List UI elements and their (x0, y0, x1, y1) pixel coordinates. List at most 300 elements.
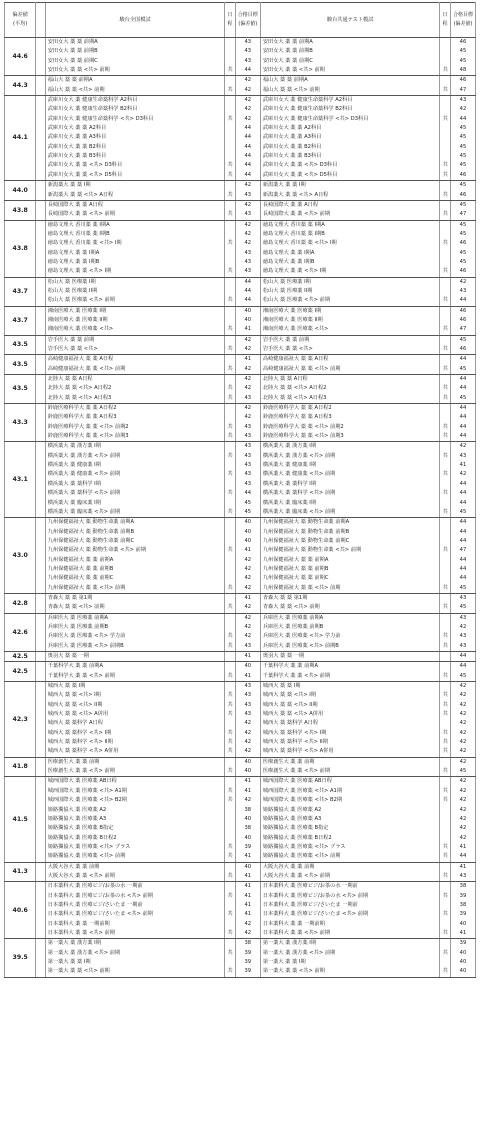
zenkoku-nittei: 共 (225, 296, 235, 306)
zenkoku-nittei: 共 (225, 584, 235, 594)
zenkoku-goal: 41 (235, 672, 260, 682)
zenkoku-course: 長崎国際大 薬 薬 A日程 (45, 200, 225, 210)
kyotsu-goal: 44 (450, 518, 475, 528)
zenkoku-course: 武庫川女大 薬 薬 <共> D3科目 (45, 161, 225, 170)
table-row (5, 423, 476, 432)
gap-cell (36, 757, 45, 777)
table-row (5, 375, 476, 385)
zenkoku-goal: 39 (235, 843, 260, 852)
score-cell: 39.5 (5, 939, 36, 977)
kyotsu-nittei: 共 (440, 967, 450, 977)
zenkoku-goal: 41 (235, 652, 260, 662)
gap-cell (36, 200, 45, 220)
gap-cell (36, 862, 45, 882)
zenkoku-goal: 39 (235, 949, 260, 958)
kyotsu-course: 武庫川女大 薬 薬 A3科目 (260, 133, 440, 142)
zenkoku-goal: 43 (235, 480, 260, 489)
zenkoku-nittei: 共 (225, 267, 235, 277)
zenkoku-goal: 43 (235, 267, 260, 277)
zenkoku-course: 横浜薬大 薬 漢方薬 <共> 前期 (45, 452, 225, 461)
zenkoku-goal: 44 (235, 296, 260, 306)
table-row (5, 556, 476, 565)
kyotsu-course: 姫路獨協大 薬 医療薬 <共> 前期 (260, 852, 440, 862)
table-row (5, 432, 476, 442)
kyotsu-nittei: 共 (440, 787, 450, 796)
kyotsu-goal: 44 (450, 480, 475, 489)
kyotsu-goal: 43 (450, 96, 475, 106)
kyotsu-goal: 42 (450, 757, 475, 767)
kyotsu-nittei: 共 (440, 171, 450, 181)
table-row (5, 939, 476, 949)
zenkoku-course: 湘南医療大 薬 医療薬 I期 (45, 306, 225, 316)
zenkoku-course: 姫路獨協大 薬 医療薬 <共> プラス (45, 843, 225, 852)
zenkoku-nittei (225, 662, 235, 672)
header-goal-2: 合格目標 (偏差値) (450, 3, 475, 38)
table-row (5, 701, 476, 710)
zenkoku-nittei (225, 404, 235, 414)
kyotsu-course: 湘南医療大 薬 医療薬 I期 (260, 306, 440, 316)
kyotsu-goal: 42 (450, 710, 475, 719)
kyotsu-nittei (440, 413, 450, 422)
kyotsu-course: 千葉科学大 薬 薬 前期A (260, 662, 440, 672)
zenkoku-goal: 42 (235, 413, 260, 422)
kyotsu-nittei: 共 (440, 365, 450, 375)
zenkoku-goal: 42 (235, 220, 260, 230)
zenkoku-goal: 42 (235, 574, 260, 583)
table-row (5, 682, 476, 692)
kyotsu-goal: 42 (450, 277, 475, 287)
kyotsu-goal: 44 (450, 565, 475, 574)
zenkoku-nittei (225, 461, 235, 470)
zenkoku-nittei: 共 (225, 171, 235, 181)
kyotsu-course: 城西大 薬 薬 <共> A併用 (260, 710, 440, 719)
table-row (5, 843, 476, 852)
table-row (5, 57, 476, 66)
gap-cell (36, 613, 45, 651)
kyotsu-goal: 44 (450, 115, 475, 124)
zenkoku-course: 日本薬科大 薬 医療ビジ/お茶の水 一期前 (45, 882, 225, 892)
zenkoku-goal: 42 (235, 239, 260, 248)
zenkoku-course: 湘南医療大 薬 医療薬 <共> (45, 325, 225, 335)
kyotsu-nittei: 共 (440, 210, 450, 220)
header-score: 偏差値 (平均) (5, 3, 36, 38)
score-cell: 42.3 (5, 682, 36, 758)
kyotsu-nittei (440, 574, 450, 583)
kyotsu-course: 岩手医大 薬 薬 前期 (260, 335, 440, 345)
zenkoku-goal: 42 (235, 729, 260, 738)
kyotsu-goal: 44 (450, 499, 475, 508)
zenkoku-goal: 42 (235, 335, 260, 345)
kyotsu-course: 松山大 薬 医療薬 I期 (260, 277, 440, 287)
zenkoku-course: 青森大 薬 薬 <共> 前期 (45, 603, 225, 613)
kyotsu-course: 青森大 薬 薬 <共> 前期 (260, 603, 440, 613)
zenkoku-nittei (225, 806, 235, 815)
kyotsu-nittei (440, 528, 450, 537)
kyotsu-nittei (440, 777, 450, 787)
zenkoku-course: 武庫川女大 薬 薬 B2科目 (45, 143, 225, 152)
zenkoku-nittei (225, 249, 235, 258)
zenkoku-course: 九州保健福祉大 薬 薬 前期A (45, 556, 225, 565)
kyotsu-goal: 45 (450, 57, 475, 66)
zenkoku-goal: 38 (235, 939, 260, 949)
zenkoku-goal: 44 (235, 143, 260, 152)
zenkoku-goal: 44 (235, 152, 260, 161)
zenkoku-nittei: 共 (225, 632, 235, 641)
zenkoku-course: 千葉科学大 薬 薬 <共> 前期 (45, 672, 225, 682)
kyotsu-course: 姫路獨協大 薬 医療薬 A2 (260, 806, 440, 815)
zenkoku-goal: 42 (235, 230, 260, 239)
kyotsu-nittei (440, 806, 450, 815)
kyotsu-course: 徳島文理大 香川薬 薬 I期A (260, 220, 440, 230)
zenkoku-course: 青森大 薬 薬 第1期 (45, 593, 225, 603)
zenkoku-goal: 41 (235, 355, 260, 365)
zenkoku-nittei: 共 (225, 729, 235, 738)
kyotsu-course: 第一薬大 薬 漢方薬 <共> 前期 (260, 949, 440, 958)
zenkoku-goal: 40 (235, 306, 260, 316)
kyotsu-nittei: 共 (440, 470, 450, 479)
kyotsu-nittei (440, 57, 450, 66)
kyotsu-goal: 40 (450, 958, 475, 967)
zenkoku-course: 第一薬大 薬 薬 <共> 前期 (45, 967, 225, 977)
table-row (5, 267, 476, 277)
zenkoku-nittei (225, 57, 235, 66)
zenkoku-course: 姫路獨協大 薬 医療薬 A2 (45, 806, 225, 815)
gap-cell (36, 442, 45, 518)
kyotsu-course: 長崎国際大 薬 薬 A日程 (260, 200, 440, 210)
hensachi-table (4, 2, 476, 978)
kyotsu-course: 医療創生大 薬 薬 前期 (260, 757, 440, 767)
table-row (5, 489, 476, 498)
table-row (5, 191, 476, 201)
table-row (5, 862, 476, 872)
zenkoku-course: 城西大 薬 薬 <共> II期 (45, 701, 225, 710)
zenkoku-goal: 42 (235, 86, 260, 96)
kyotsu-goal: 45 (450, 124, 475, 133)
zenkoku-goal: 42 (235, 115, 260, 124)
zenkoku-course: 城西大 薬 薬 <共> I期 (45, 691, 225, 700)
kyotsu-nittei: 共 (440, 345, 450, 355)
zenkoku-course: 兵庫医大 薬 医療薬 前期B (45, 623, 225, 632)
header-nittei-2: 日程 (440, 3, 450, 38)
zenkoku-nittei (225, 958, 235, 967)
table-row (5, 738, 476, 747)
kyotsu-course: 松山大 薬 医療薬 II期 (260, 287, 440, 296)
zenkoku-goal: 41 (235, 787, 260, 796)
zenkoku-goal: 41 (235, 892, 260, 901)
table-row (5, 76, 476, 86)
kyotsu-course: 城西国際大 薬 医療薬 <共> B2期 (260, 796, 440, 805)
table-row (5, 143, 476, 152)
kyotsu-course: 松山大 薬 医療薬 <共> 前期 (260, 296, 440, 306)
kyotsu-course: 兵庫医大 薬 医療薬 <共> 前期B (260, 642, 440, 652)
kyotsu-goal: 47 (450, 86, 475, 96)
kyotsu-goal: 45 (450, 47, 475, 56)
kyotsu-course: 日本薬科大 薬 医療ビジ/お茶の水 一期前 (260, 882, 440, 892)
zenkoku-course: 徳島文理大 薬 薬 <共> I期 (45, 267, 225, 277)
score-cell: 43.1 (5, 442, 36, 518)
zenkoku-goal: 42 (235, 929, 260, 939)
kyotsu-goal: 42 (450, 796, 475, 805)
zenkoku-goal: 42 (235, 603, 260, 613)
zenkoku-nittei: 共 (225, 796, 235, 805)
score-cell: 44.1 (5, 96, 36, 181)
kyotsu-nittei (440, 623, 450, 632)
kyotsu-course: 横浜薬大 薬 薬科学 <共> 前期 (260, 489, 440, 498)
zenkoku-nittei: 共 (225, 210, 235, 220)
zenkoku-course: 医療創生大 薬 薬 <共> 前期 (45, 767, 225, 777)
zenkoku-goal: 41 (235, 777, 260, 787)
kyotsu-goal: 45 (450, 200, 475, 210)
kyotsu-course: 第一薬大 薬 薬 I期 (260, 958, 440, 967)
kyotsu-goal: 47 (450, 546, 475, 555)
zenkoku-goal: 43 (235, 461, 260, 470)
zenkoku-course: 鈴鹿医療科学大 薬 薬 <共> 前期2 (45, 423, 225, 432)
kyotsu-nittei: 共 (440, 710, 450, 719)
zenkoku-course: 兵庫医大 薬 医療薬 <共> 学力前 (45, 632, 225, 641)
kyotsu-course: 城西大 薬 薬科学 <共> II期 (260, 738, 440, 747)
kyotsu-goal: 44 (450, 528, 475, 537)
kyotsu-course: 岩手医大 薬 薬 <共> (260, 345, 440, 355)
zenkoku-goal: 42 (235, 747, 260, 757)
kyotsu-goal: 45 (450, 603, 475, 613)
table-row (5, 171, 476, 181)
table-row (5, 767, 476, 777)
zenkoku-goal: 41 (235, 593, 260, 603)
kyotsu-nittei (440, 662, 450, 672)
kyotsu-goal: 45 (450, 335, 475, 345)
score-cell: 42.5 (5, 662, 36, 682)
header-row (5, 3, 476, 38)
kyotsu-nittei: 共 (440, 852, 450, 862)
kyotsu-course: 日本薬科大 薬 医療ビジ/さいたま <共> 前期 (260, 910, 440, 919)
kyotsu-nittei (440, 442, 450, 452)
table-row (5, 574, 476, 583)
zenkoku-course: 第一薬大 薬 薬 I期 (45, 958, 225, 967)
kyotsu-nittei: 共 (440, 325, 450, 335)
table-row (5, 105, 476, 114)
kyotsu-nittei (440, 901, 450, 910)
score-cell: 43.3 (5, 404, 36, 442)
kyotsu-course: 九州保健福祉大 薬 薬 前期A (260, 556, 440, 565)
kyotsu-goal: 42 (450, 470, 475, 479)
zenkoku-course: 第一薬大 薬 漢方薬 I期 (45, 939, 225, 949)
kyotsu-goal: 45 (450, 143, 475, 152)
zenkoku-goal: 42 (235, 404, 260, 414)
score-cell: 43.7 (5, 277, 36, 306)
zenkoku-goal: 42 (235, 76, 260, 86)
table-row (5, 277, 476, 287)
table-row (5, 499, 476, 508)
gap-cell (36, 335, 45, 355)
kyotsu-goal: 44 (450, 662, 475, 672)
table-row (5, 86, 476, 96)
kyotsu-nittei: 共 (440, 423, 450, 432)
zenkoku-goal: 42 (235, 375, 260, 385)
kyotsu-goal: 45 (450, 508, 475, 518)
score-cell: 43.5 (5, 375, 36, 404)
kyotsu-nittei (440, 47, 450, 56)
kyotsu-nittei: 共 (440, 296, 450, 306)
kyotsu-goal: 44 (450, 432, 475, 442)
kyotsu-course: 日本薬科大 薬 医療ビジ/さいたま 一期前 (260, 901, 440, 910)
zenkoku-goal: 40 (235, 862, 260, 872)
kyotsu-goal: 42 (450, 623, 475, 632)
kyotsu-nittei (440, 518, 450, 528)
zenkoku-goal: 43 (235, 710, 260, 719)
zenkoku-nittei (225, 480, 235, 489)
table-row (5, 181, 476, 191)
kyotsu-nittei: 共 (440, 239, 450, 248)
zenkoku-goal: 44 (235, 124, 260, 133)
zenkoku-goal: 40 (235, 815, 260, 824)
zenkoku-nittei: 共 (225, 672, 235, 682)
zenkoku-course: 九州保健福祉大 薬 薬 前期C (45, 574, 225, 583)
zenkoku-course: 松山大 薬 医療薬 I期 (45, 277, 225, 287)
zenkoku-nittei (225, 152, 235, 161)
table-row (5, 325, 476, 335)
zenkoku-course: 横浜薬大 薬 健康薬 <共> 前期 (45, 470, 225, 479)
kyotsu-course: 鈴鹿医療科学大 薬 薬 A日程2 (260, 404, 440, 414)
kyotsu-course: 姫路獨協大 薬 医療薬 <共> プラス (260, 843, 440, 852)
zenkoku-goal: 42 (235, 632, 260, 641)
table-row (5, 603, 476, 613)
zenkoku-goal: 43 (235, 691, 260, 700)
kyotsu-nittei (440, 556, 450, 565)
table-row (5, 384, 476, 393)
zenkoku-nittei (225, 375, 235, 385)
score-cell: 41.3 (5, 862, 36, 882)
kyotsu-goal: 42 (450, 806, 475, 815)
score-cell: 41.8 (5, 757, 36, 777)
zenkoku-goal: 41 (235, 546, 260, 555)
zenkoku-nittei (225, 47, 235, 56)
kyotsu-nittei (440, 258, 450, 267)
score-cell: 43.0 (5, 518, 36, 594)
zenkoku-goal: 43 (235, 442, 260, 452)
kyotsu-nittei (440, 537, 450, 546)
kyotsu-nittei (440, 200, 450, 210)
zenkoku-nittei (225, 882, 235, 892)
kyotsu-nittei (440, 682, 450, 692)
gap-cell (36, 355, 45, 375)
kyotsu-goal: 42 (450, 729, 475, 738)
kyotsu-nittei (440, 565, 450, 574)
zenkoku-nittei (225, 719, 235, 728)
zenkoku-nittei (225, 574, 235, 583)
table-row (5, 691, 476, 700)
kyotsu-goal: 39 (450, 892, 475, 901)
zenkoku-goal: 40 (235, 316, 260, 325)
kyotsu-goal: 42 (450, 787, 475, 796)
kyotsu-course: 九州保健福祉大 薬 薬 前期B (260, 565, 440, 574)
zenkoku-goal: 40 (235, 518, 260, 528)
gap-cell (36, 652, 45, 662)
zenkoku-course: 城西大 薬 薬科学 <共> A併用 (45, 747, 225, 757)
kyotsu-goal: 38 (450, 882, 475, 892)
zenkoku-nittei (225, 939, 235, 949)
score-cell: 44.3 (5, 76, 36, 96)
kyotsu-goal: 45 (450, 394, 475, 404)
kyotsu-course: 日本薬科大 薬 医療ビジ/お茶の水 <共> 前期 (260, 892, 440, 901)
zenkoku-course: 大阪大谷大 薬 薬 前期 (45, 862, 225, 872)
zenkoku-course: 新潟薬大 薬 薬 <共> A日程 (45, 191, 225, 201)
zenkoku-goal: 40 (235, 834, 260, 843)
kyotsu-course: 日本薬科大 薬 薬 <共> 前期 (260, 929, 440, 939)
zenkoku-nittei (225, 287, 235, 296)
zenkoku-nittei: 共 (225, 852, 235, 862)
zenkoku-course: 医療創生大 薬 薬 前期 (45, 757, 225, 767)
kyotsu-course: 横浜薬大 薬 健康薬 <共> 前期 (260, 470, 440, 479)
zenkoku-course: 武庫川女大 薬 薬 A3科目 (45, 133, 225, 142)
kyotsu-nittei (440, 152, 450, 161)
kyotsu-nittei (440, 249, 450, 258)
table-row (5, 528, 476, 537)
table-row (5, 480, 476, 489)
kyotsu-course: 武庫川女大 薬 健康生命薬科学 B2科目 (260, 105, 440, 114)
kyotsu-nittei (440, 76, 450, 86)
gap-cell (36, 220, 45, 277)
zenkoku-nittei: 共 (225, 489, 235, 498)
zenkoku-course: 日本薬科大 薬 医療ビジ/さいたま 一期前 (45, 901, 225, 910)
kyotsu-nittei: 共 (440, 767, 450, 777)
kyotsu-course: 横浜薬大 薬 臨床薬 I期 (260, 499, 440, 508)
gap-cell (36, 181, 45, 201)
zenkoku-nittei: 共 (225, 949, 235, 958)
kyotsu-nittei: 共 (440, 949, 450, 958)
zenkoku-nittei (225, 565, 235, 574)
kyotsu-course: 城西大 薬 薬 <共> I期 (260, 691, 440, 700)
zenkoku-goal: 44 (235, 66, 260, 76)
zenkoku-nittei (225, 413, 235, 422)
zenkoku-goal: 42 (235, 96, 260, 106)
zenkoku-goal: 43 (235, 57, 260, 66)
table-row (5, 133, 476, 142)
zenkoku-course: 横浜薬大 薬 健康薬 I期 (45, 461, 225, 470)
table-row (5, 461, 476, 470)
kyotsu-nittei (440, 834, 450, 843)
zenkoku-goal: 38 (235, 806, 260, 815)
kyotsu-course: 第一薬大 薬 薬 <共> 前期 (260, 967, 440, 977)
header-gap (36, 3, 45, 38)
zenkoku-nittei: 共 (225, 843, 235, 852)
table-row (5, 777, 476, 787)
kyotsu-nittei (440, 719, 450, 728)
kyotsu-course: 九州保健福祉大 薬 動物生命薬 前期B (260, 528, 440, 537)
table-row (5, 565, 476, 574)
zenkoku-nittei (225, 96, 235, 106)
zenkoku-nittei (225, 200, 235, 210)
zenkoku-goal: 42 (235, 345, 260, 355)
zenkoku-nittei: 共 (225, 161, 235, 170)
kyotsu-nittei (440, 958, 450, 967)
table-row (5, 345, 476, 355)
kyotsu-nittei (440, 920, 450, 929)
gap-cell (36, 306, 45, 335)
zenkoku-goal: 41 (235, 852, 260, 862)
zenkoku-nittei: 共 (225, 738, 235, 747)
zenkoku-goal: 41 (235, 325, 260, 335)
zenkoku-course: 姫路獨協大 薬 医療薬 B日程2 (45, 834, 225, 843)
zenkoku-nittei (225, 901, 235, 910)
gap-cell (36, 939, 45, 977)
zenkoku-course: 新潟薬大 薬 薬 I期 (45, 181, 225, 191)
kyotsu-goal: 44 (450, 489, 475, 498)
kyotsu-course: 医療創生大 薬 薬 <共> 前期 (260, 767, 440, 777)
zenkoku-goal: 44 (235, 171, 260, 181)
zenkoku-course: 徳島文理大 薬 薬 I期B (45, 258, 225, 267)
kyotsu-nittei (440, 181, 450, 191)
table-row (5, 757, 476, 767)
